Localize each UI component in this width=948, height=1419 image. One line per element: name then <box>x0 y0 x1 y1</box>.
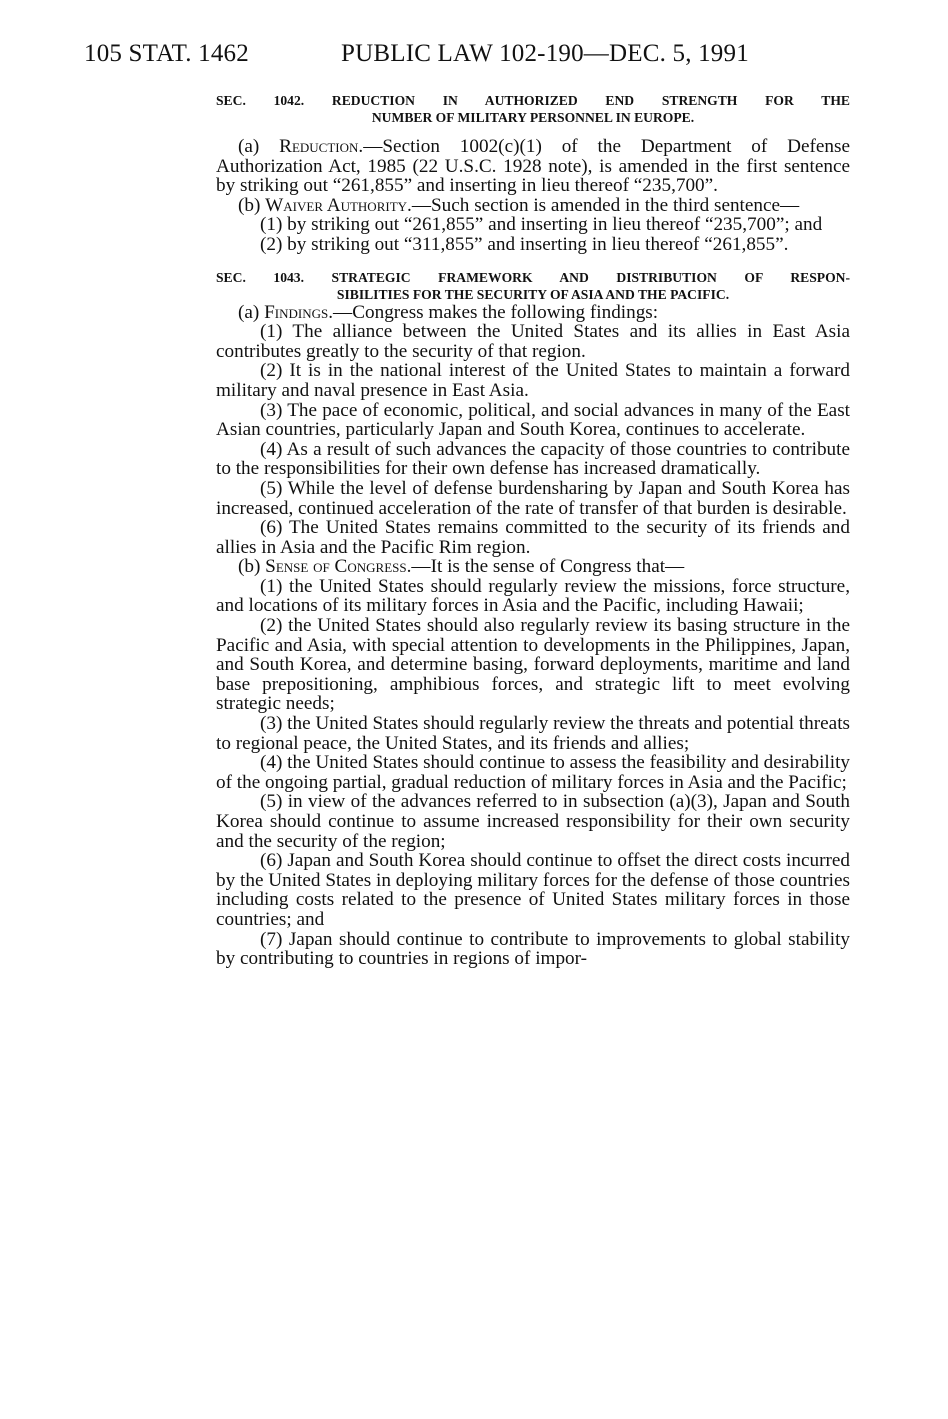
finding-3: (3) The pace of economic, political, and social advances in many of the East Asian countries, particularly Japan and South Korea, continues to accelerate. <box>216 399 850 441</box>
sense-3: (3) the United States should regularly review the threats and potential threats to regional peace, the United States, and its friends and allies; <box>216 713 850 754</box>
paragraph-1042-b1: (1) by striking out “261,855” and inserting in lieu thereof “235,700”; and <box>260 214 823 236</box>
sense-4: (4) the United States should continue to assess the feasibility and desirability of the ongoing partial, gradual reduction of military forces in Asia and the Pacific; <box>216 752 850 793</box>
finding-6: (6) The United States remains committed to the security of its friends and allies in Asia and the Pacific Rim region. <box>216 517 850 558</box>
finding-5: (5) While the level of defense burdensharing by Japan and South Korea has increased, continued acceleration of the rate of transfer of that burden is desirable. <box>216 477 850 519</box>
section-1043-heading <box>216 269 850 303</box>
paragraph-1042-b2: (2) by striking out “311,855” and inserting in lieu thereof “261,855”. <box>260 233 789 255</box>
subsection-caption: Findings. <box>264 301 334 323</box>
section-1042-heading-line2: NUMBER OF MILITARY PERSONNEL IN EUROPE. <box>371 110 695 125</box>
subsection-caption: Waiver Authority. <box>265 194 412 216</box>
finding-1: (1) The alliance between the United States and its allies in East Asia contributes greatly to the security of that region. <box>216 321 850 362</box>
page-body <box>216 92 850 969</box>
subsection-1043-b: (b) Sense of Congress.—It is the sense of Congress that— <box>238 556 685 578</box>
sense-5: (5) in view of the advances referred to in subsection (a)(3), Japan and South Korea should continue to assume increased responsibility for their own security and the security of the region; <box>216 791 850 852</box>
section-1043-heading-line1: SEC. 1043. STRATEGIC FRAMEWORK AND DISTRIBUTION OF RESPON- <box>216 269 850 285</box>
subsection-1042-a: (a) Reduction.—Section 1002(c)(1) of the Department of Defense Authorization Act, 1985 (22 U.S.C. 1928 note), is amended in the first sentence by striking out “261,855” and inserting in lieu thereof “235,700”. <box>216 136 851 197</box>
sense-6: (6) Japan and South Korea should continue to offset the direct costs incurred by the United States in deploying military forces for the defense of those countries including costs related to the presence of United States military forces in those countries; and <box>216 850 850 930</box>
sense-2: (2) the United States should also regularly review its basing structure in the Pacific and Asia, with special attention to developments in the Philippines, Japan, and South Korea, and determine basing, forward deployments, maritime and land base prepositioning, amphibious forces, and strategic lift to meet evolving strategic needs; <box>216 615 850 715</box>
subsection-1043-a: (a) Findings.—Congress makes the following findings: <box>238 301 659 323</box>
subsection-caption: Reduction. <box>279 136 364 157</box>
subsection-caption: Sense of Congress. <box>265 556 412 578</box>
finding-2: (2) It is in the national interest of the United States to maintain a forward military and naval presence in East Asia. <box>216 360 850 401</box>
stat-page-number: 105 STAT. 1462 <box>84 40 249 67</box>
section-1042-heading-line1: SEC. 1042. REDUCTION IN AUTHORIZED END STRENGTH FOR THE <box>216 93 850 108</box>
law-citation: PUBLIC LAW 102-190—DEC. 5, 1991 <box>341 40 749 67</box>
section-1043 <box>216 269 850 969</box>
sense-1: (1) the United States should regularly review the missions, force structure, and locations of its military forces in Asia and the Pacific, including Hawaii; <box>216 575 850 617</box>
section-1042-heading <box>216 92 850 126</box>
subsection-1042-b: (b) Waiver Authority.—Such section is amended in the third sentence— <box>238 194 800 216</box>
sense-7: (7) Japan should continue to contribute to improvements to global stability by contributing to countries in regions of impor- <box>216 928 850 970</box>
section-1042 <box>216 92 850 255</box>
finding-4: (4) As a result of such advances the capacity of those countries to contribute to the responsibilities for their own defense has increased dramatically. <box>216 438 850 480</box>
section-1043-heading-line2: SIBILITIES FOR THE SECURITY OF ASIA AND THE PACIFIC. <box>336 286 730 302</box>
